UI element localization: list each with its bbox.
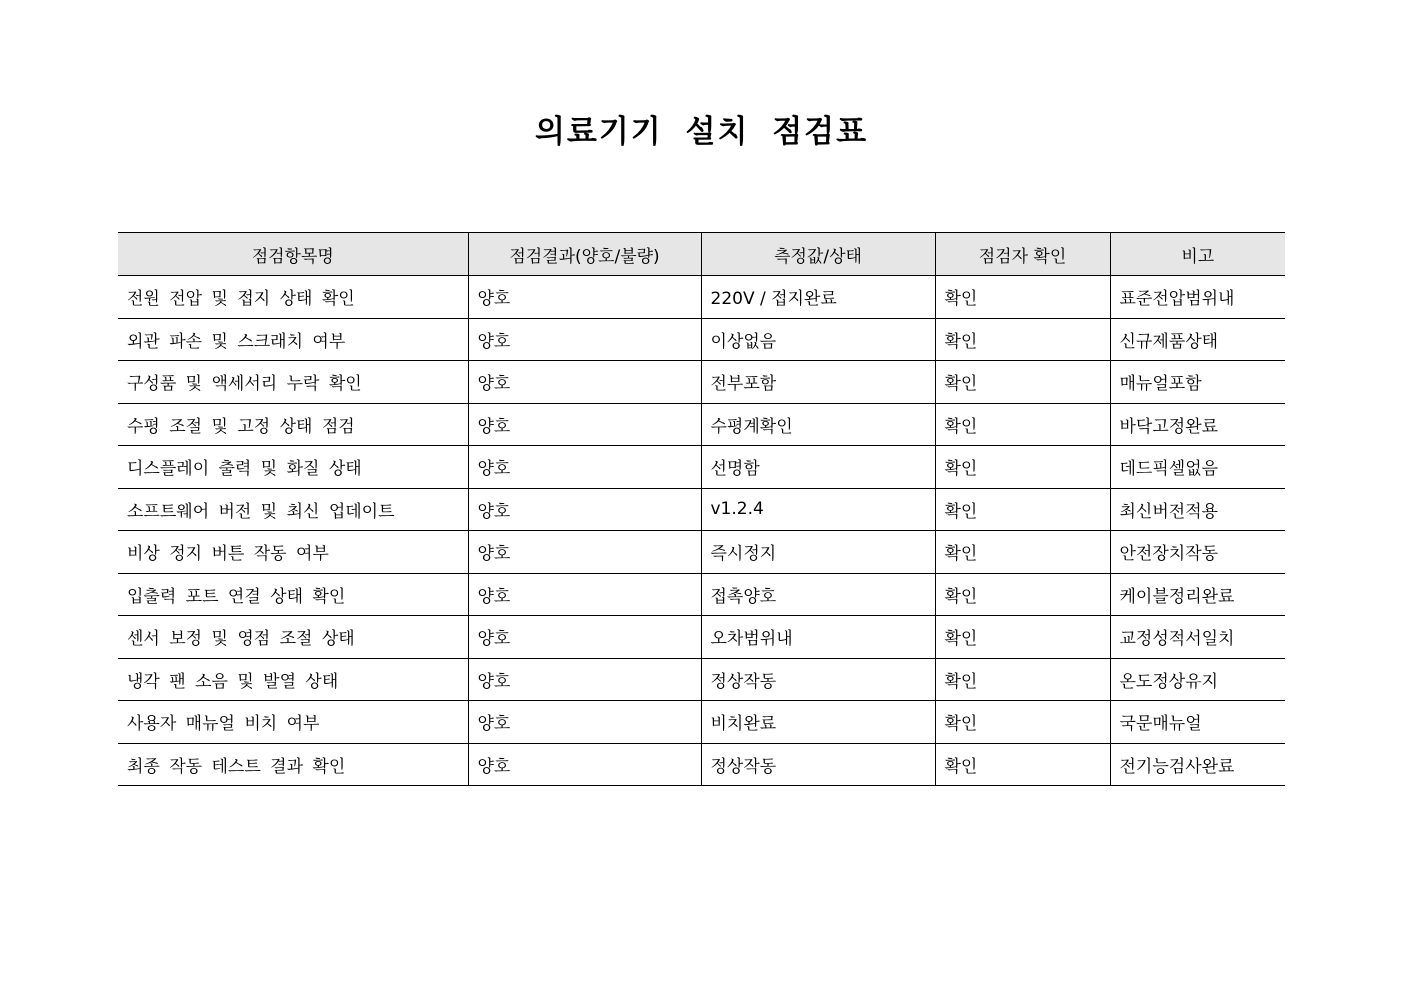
cell-measurement: 전부포함 xyxy=(701,361,935,404)
cell-measurement: 이상없음 xyxy=(701,318,935,361)
table-row xyxy=(118,361,1285,404)
cell-item-name: 전원 전압 및 접지 상태 확인 xyxy=(118,276,468,319)
table-row xyxy=(118,531,1285,574)
cell-inspector-check: 확인 xyxy=(935,318,1110,361)
cell-inspector-check: 확인 xyxy=(935,743,1110,786)
inspection-table xyxy=(118,232,1285,786)
cell-remarks: 전기능검사완료 xyxy=(1110,743,1285,786)
cell-result: 양호 xyxy=(468,743,701,786)
cell-item-name: 냉각 팬 소음 및 발열 상태 xyxy=(118,658,468,701)
table-header-row xyxy=(118,233,1285,276)
table-row xyxy=(118,658,1285,701)
cell-measurement: 접촉양호 xyxy=(701,573,935,616)
cell-remarks: 신규제품상태 xyxy=(1110,318,1285,361)
table-row xyxy=(118,616,1285,659)
cell-result: 양호 xyxy=(468,276,701,319)
cell-inspector-check: 확인 xyxy=(935,276,1110,319)
cell-remarks: 매뉴얼포함 xyxy=(1110,361,1285,404)
cell-item-name: 비상 정지 버튼 작동 여부 xyxy=(118,531,468,574)
table-row xyxy=(118,276,1285,319)
cell-measurement: 선명함 xyxy=(701,446,935,489)
header-measurement: 측정값/상태 xyxy=(701,233,935,276)
cell-measurement: 정상작동 xyxy=(701,658,935,701)
cell-result: 양호 xyxy=(468,616,701,659)
cell-remarks: 안전장치작동 xyxy=(1110,531,1285,574)
cell-measurement: v1.2.4 xyxy=(701,488,935,531)
cell-inspector-check: 확인 xyxy=(935,361,1110,404)
cell-result: 양호 xyxy=(468,531,701,574)
cell-inspector-check: 확인 xyxy=(935,616,1110,659)
cell-inspector-check: 확인 xyxy=(935,531,1110,574)
table-row xyxy=(118,701,1285,744)
cell-result: 양호 xyxy=(468,573,701,616)
table-row xyxy=(118,403,1285,446)
cell-remarks: 표준전압범위내 xyxy=(1110,276,1285,319)
cell-inspector-check: 확인 xyxy=(935,701,1110,744)
cell-measurement: 정상작동 xyxy=(701,743,935,786)
cell-item-name: 디스플레이 출력 및 화질 상태 xyxy=(118,446,468,489)
cell-result: 양호 xyxy=(468,701,701,744)
cell-item-name: 수평 조절 및 고정 상태 점검 xyxy=(118,403,468,446)
table-row xyxy=(118,446,1285,489)
cell-item-name: 구성품 및 액세서리 누락 확인 xyxy=(118,361,468,404)
cell-result: 양호 xyxy=(468,446,701,489)
table-row xyxy=(118,743,1285,786)
table-row xyxy=(118,573,1285,616)
cell-measurement: 즉시정지 xyxy=(701,531,935,574)
cell-result: 양호 xyxy=(468,318,701,361)
cell-result: 양호 xyxy=(468,488,701,531)
header-remarks: 비고 xyxy=(1110,233,1285,276)
cell-result: 양호 xyxy=(468,361,701,404)
cell-remarks: 케이블정리완료 xyxy=(1110,573,1285,616)
cell-inspector-check: 확인 xyxy=(935,403,1110,446)
cell-remarks: 데드픽셀없음 xyxy=(1110,446,1285,489)
cell-item-name: 최종 작동 테스트 결과 확인 xyxy=(118,743,468,786)
table-row xyxy=(118,488,1285,531)
cell-inspector-check: 확인 xyxy=(935,658,1110,701)
header-inspector-check: 점검자 확인 xyxy=(935,233,1110,276)
cell-item-name: 소프트웨어 버전 및 최신 업데이트 xyxy=(118,488,468,531)
table-row xyxy=(118,318,1285,361)
cell-result: 양호 xyxy=(468,658,701,701)
cell-item-name: 입출력 포트 연결 상태 확인 xyxy=(118,573,468,616)
cell-measurement: 220V / 접지완료 xyxy=(701,276,935,319)
cell-measurement: 오차범위내 xyxy=(701,616,935,659)
cell-item-name: 센서 보정 및 영점 조절 상태 xyxy=(118,616,468,659)
cell-remarks: 최신버전적용 xyxy=(1110,488,1285,531)
header-item-name: 점검항목명 xyxy=(118,233,468,276)
header-result: 점검결과(양호/불량) xyxy=(468,233,701,276)
cell-remarks: 국문매뉴얼 xyxy=(1110,701,1285,744)
cell-result: 양호 xyxy=(468,403,701,446)
cell-remarks: 온도정상유지 xyxy=(1110,658,1285,701)
cell-inspector-check: 확인 xyxy=(935,488,1110,531)
cell-remarks: 바닥고정완료 xyxy=(1110,403,1285,446)
cell-inspector-check: 확인 xyxy=(935,573,1110,616)
cell-remarks: 교정성적서일치 xyxy=(1110,616,1285,659)
cell-item-name: 외관 파손 및 스크래치 여부 xyxy=(118,318,468,361)
cell-item-name: 사용자 매뉴얼 비치 여부 xyxy=(118,701,468,744)
cell-measurement: 비치완료 xyxy=(701,701,935,744)
cell-inspector-check: 확인 xyxy=(935,446,1110,489)
cell-measurement: 수평계확인 xyxy=(701,403,935,446)
document-title: 의료기기 설치 점검표 xyxy=(534,114,869,150)
